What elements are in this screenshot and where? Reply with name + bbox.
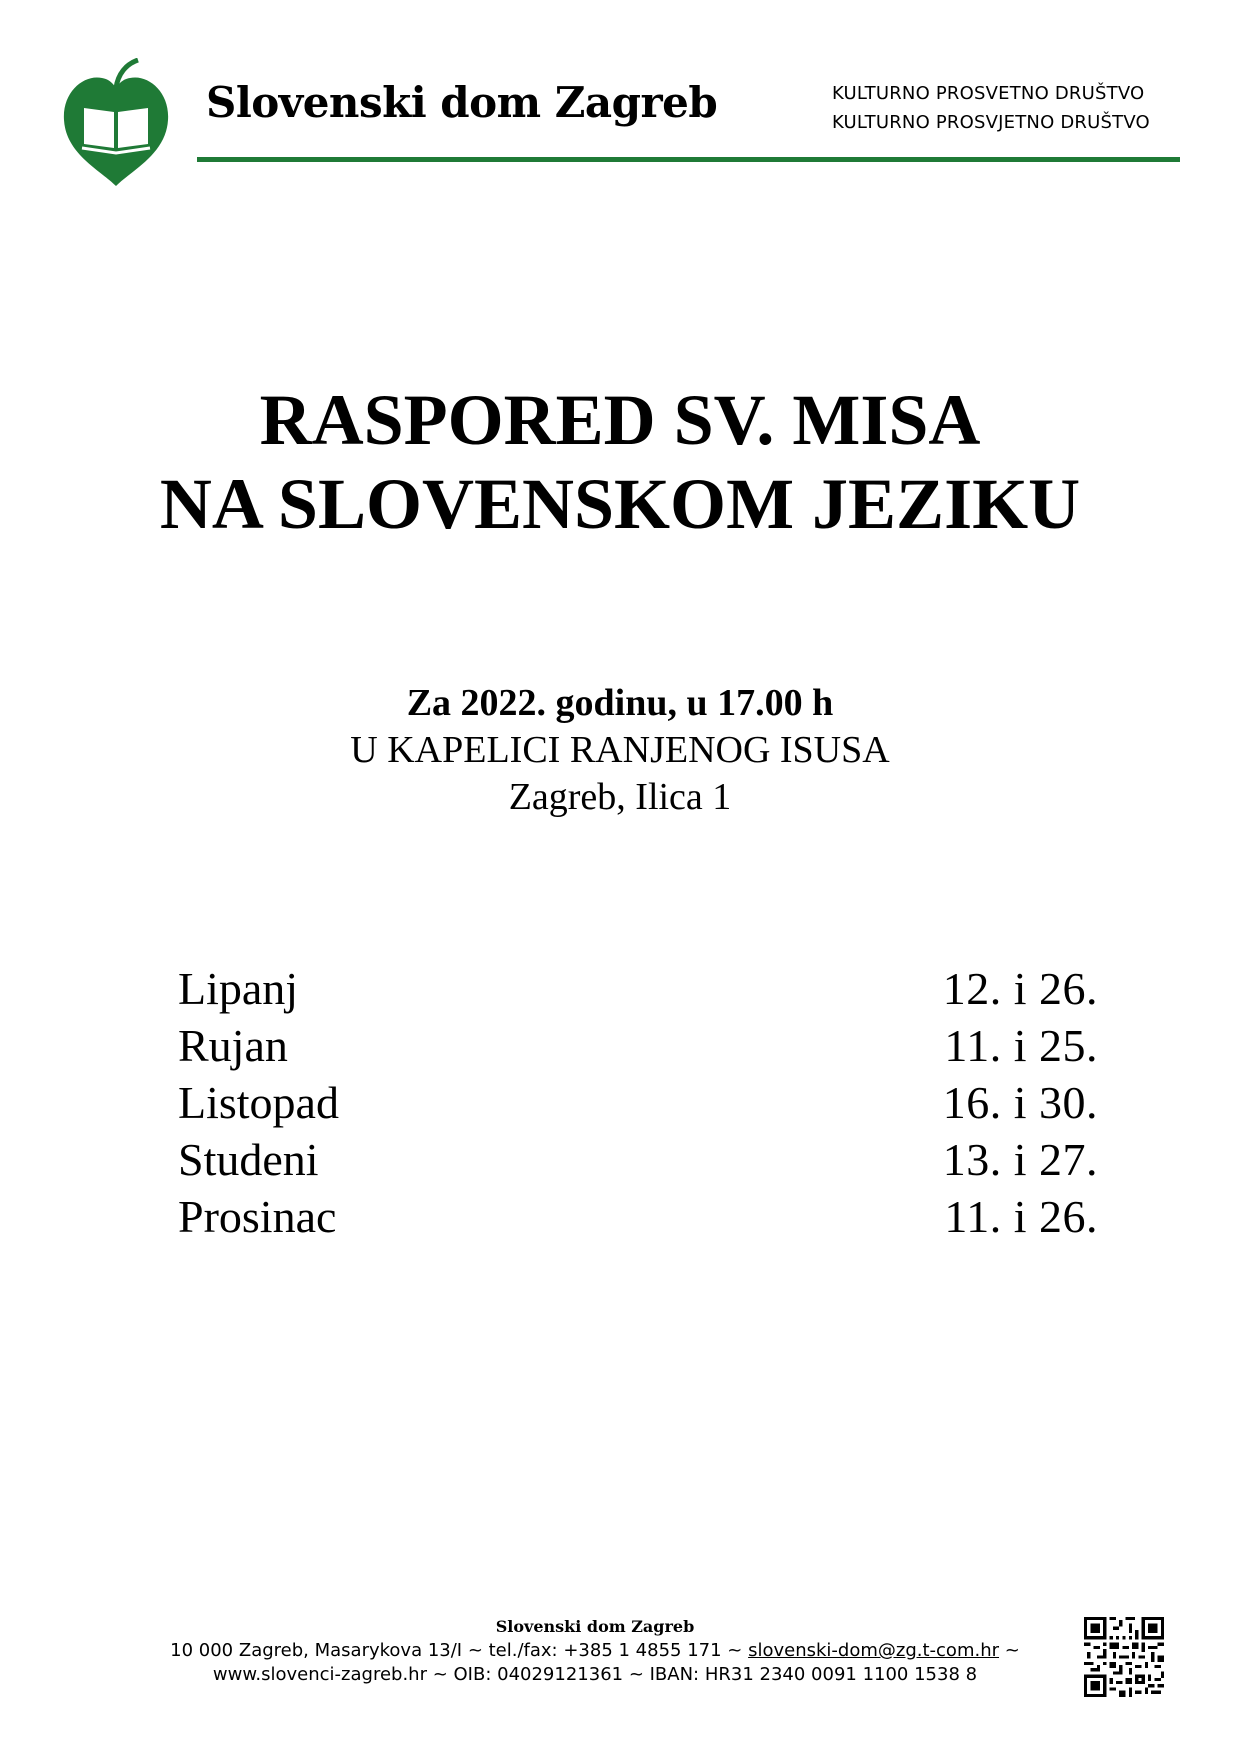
footer-email-link[interactable]: slovenski-dom@zg.t-com.hr xyxy=(748,1640,1000,1661)
header-divider xyxy=(197,157,1180,162)
footer-contact-line xyxy=(0,1640,1190,1661)
footer-address-phone: 10 000 Zagreb, Masarykova 13/I ~ tel./fax: +385 1 4855 171 ~ xyxy=(170,1640,749,1661)
leaf-book-logo xyxy=(60,58,172,188)
schedule-month: Listopad xyxy=(178,1077,339,1128)
mass-schedule xyxy=(178,960,1098,1245)
schedule-month: Lipanj xyxy=(178,963,299,1014)
brand-title: Slovenski dom Zagreb xyxy=(206,78,718,127)
society-name-slovenian: KULTURNO PROSVETNO DRUŠTVO xyxy=(832,83,1145,104)
schedule-dates: 12. i 26. xyxy=(942,963,1098,1014)
chapel-name: U KAPELICI RANJENOG ISUSA xyxy=(350,729,890,771)
schedule-row xyxy=(178,960,1098,1017)
chapel-address: Zagreb, Ilica 1 xyxy=(508,776,732,818)
schedule-row xyxy=(178,1188,1098,1245)
society-name-croatian: KULTURNO PROSVJETNO DRUŠTVO xyxy=(832,112,1150,133)
schedule-dates: 16. i 30. xyxy=(942,1077,1098,1128)
footer-organization-name: Slovenski dom Zagreb xyxy=(495,1617,695,1636)
footer-web-oib-iban: www.slovenci-zagreb.hr ~ OIB: 04029121361 ~ IBAN: HR31 2340 0091 1100 1538 8 xyxy=(212,1664,978,1685)
schedule-row xyxy=(178,1131,1098,1188)
main-title-line-1: RASPORED SV. MISA xyxy=(259,380,981,460)
schedule-dates: 13. i 27. xyxy=(942,1134,1098,1185)
footer-line-tilde: ~ xyxy=(999,1640,1020,1661)
schedule-row xyxy=(178,1017,1098,1074)
year-time-info: Za 2022. godinu, u 17.00 h xyxy=(406,682,834,724)
schedule-month: Studeni xyxy=(178,1134,319,1185)
schedule-row xyxy=(178,1074,1098,1131)
schedule-month: Prosinac xyxy=(178,1191,337,1242)
schedule-dates: 11. i 25. xyxy=(944,1020,1098,1071)
schedule-month: Rujan xyxy=(178,1020,288,1071)
schedule-dates: 11. i 26. xyxy=(944,1191,1098,1242)
qr-code-icon xyxy=(1084,1617,1164,1697)
main-title-line-2: NA SLOVENSKOM JEZIKU xyxy=(159,464,1081,544)
